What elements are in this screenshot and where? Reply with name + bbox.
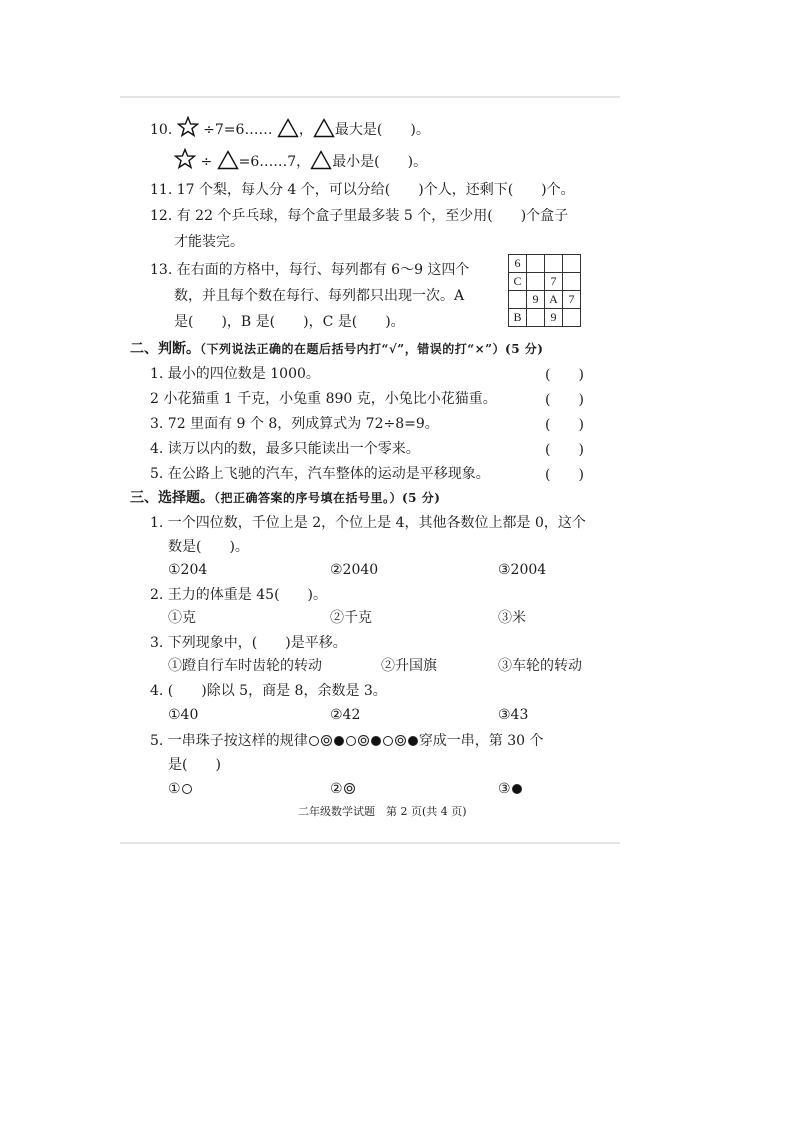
q10-line2: ÷ =6……7， 最小是( )。 <box>174 148 427 172</box>
option: ①蹬自行车时齿轮的转动 <box>168 658 322 674</box>
grid-cell <box>527 309 545 327</box>
option: ① <box>168 779 193 799</box>
number-grid <box>508 254 581 327</box>
grid-cell: A <box>545 291 563 309</box>
choice-header <box>130 488 440 508</box>
answer-paren[interactable]: ( ) <box>545 417 584 433</box>
bottom-rule <box>120 842 620 844</box>
option: ②42 <box>330 707 361 723</box>
choice-q1-line2: 数是( )。 <box>168 539 249 555</box>
grid-cell <box>527 255 545 273</box>
grid-cell: B <box>509 309 527 327</box>
option: ② <box>330 779 356 799</box>
choice-q5-line2: 是( ) <box>168 757 221 773</box>
grid-cell: 9 <box>545 309 563 327</box>
double-ring-bead-icon <box>344 783 355 794</box>
judge-item: 4. 读万以内的数，最多只能读出一个零来。 <box>150 441 420 457</box>
triangle-icon <box>217 150 239 170</box>
option: ①204 <box>168 562 208 578</box>
q12-line1: 12. 有 22 个乒乓球，每个盒子里最多装 5 个，至少用( )个盒子 <box>150 208 569 224</box>
q10-line1: 10. ÷7=6…… ， 最大是( )。 <box>150 116 430 140</box>
choice-q3: 3. 下列现象中，( )是平移。 <box>150 635 347 651</box>
choice-q1-line1: 1. 一个四位数，千位上是 2，个位上是 4，其他各数位上都是 0，这个 <box>150 515 586 531</box>
grid-cell: 7 <box>545 273 563 291</box>
choice-q2: 2. 王力的体重是 45( )。 <box>150 587 327 603</box>
top-rule <box>120 96 620 98</box>
option: ③米 <box>498 610 526 626</box>
judge-item: 5. 在公路上飞驰的汽车，汽车整体的运动是平移现象。 <box>150 466 490 482</box>
section-title: 三、选择题。 <box>130 490 214 506</box>
answer-paren[interactable]: ( ) <box>545 392 584 408</box>
option: ③2004 <box>498 562 547 578</box>
hollow-bead-icon <box>182 784 192 794</box>
option: ①克 <box>168 610 196 626</box>
grid-cell <box>563 273 581 291</box>
triangle-icon <box>310 150 332 170</box>
star-icon <box>174 148 196 170</box>
star-icon <box>177 116 199 138</box>
option: ③车轮的转动 <box>498 658 582 674</box>
q11: 11. 17 个梨，每人分 4 个，可以分给( )个人，还剩下( )个。 <box>150 182 575 198</box>
grid-cell: 6 <box>509 255 527 273</box>
section-note: （下列说法正确的在题后括号内打“√”，错误的打“×”）(5 分) <box>200 342 544 356</box>
section-note: （把正确答案的序号填在括号里。）(5 分) <box>214 491 441 505</box>
grid-cell <box>527 273 545 291</box>
triangle-icon <box>277 118 299 138</box>
option: ①40 <box>168 707 199 723</box>
hollow-bead-icon <box>383 736 393 746</box>
option: ②升国旗 <box>381 658 437 674</box>
solid-bead-icon <box>512 784 522 794</box>
double-ring-bead-icon <box>321 735 332 746</box>
solid-bead-icon <box>334 736 344 746</box>
answer-paren[interactable]: ( ) <box>545 442 584 458</box>
judge-item: 2 小花猫重 1 千克，小兔重 890 克，小兔比小花猫重。 <box>150 391 497 407</box>
page-footer: 二年级数学试题 第 2 页(共 4 页) <box>298 805 467 818</box>
grid-cell <box>509 291 527 309</box>
answer-paren[interactable]: ( ) <box>545 467 584 483</box>
solid-bead-icon <box>408 736 418 746</box>
bead-pattern <box>308 733 419 749</box>
double-ring-bead-icon <box>358 735 369 746</box>
judge-item: 1. 最小的四位数是 1000。 <box>150 366 320 382</box>
grid-cell: 9 <box>527 291 545 309</box>
q10-number: 10. <box>150 122 173 138</box>
answer-paren[interactable]: ( ) <box>545 367 584 383</box>
q12-line2: 才能装完。 <box>174 234 244 250</box>
grid-cell: C <box>509 273 527 291</box>
option: ③43 <box>498 707 529 723</box>
solid-bead-icon <box>371 736 381 746</box>
option: ③ <box>498 779 523 799</box>
grid-cell <box>563 255 581 273</box>
triangle-icon <box>313 118 335 138</box>
q13-line1: 13. 在右面的方格中，每行、每列都有 6～9 这四个 <box>150 262 470 278</box>
grid-cell: 7 <box>563 291 581 309</box>
section-title: 二、判断。 <box>130 341 200 357</box>
choice-q4: 4. ( )除以 5，商是 8，余数是 3。 <box>150 683 387 699</box>
judge-header <box>130 339 543 359</box>
option: ②千克 <box>330 610 372 626</box>
judge-item: 3. 72 里面有 9 个 8，列成算式为 72÷8=9。 <box>150 416 439 432</box>
double-ring-bead-icon <box>395 735 406 746</box>
q13-line2: 数，并且每个数在每行、每列都只出现一次。A <box>174 288 465 304</box>
grid-cell <box>545 255 563 273</box>
q13-line3: 是( )，B 是( )，C 是( )。 <box>174 314 405 330</box>
hollow-bead-icon <box>309 736 319 746</box>
choice-q5-line1: 5. 一串珠子按这样的规律 穿成一串，第 30 个 <box>150 733 544 749</box>
grid-cell <box>563 309 581 327</box>
hollow-bead-icon <box>346 736 356 746</box>
option: ②2040 <box>330 562 379 578</box>
